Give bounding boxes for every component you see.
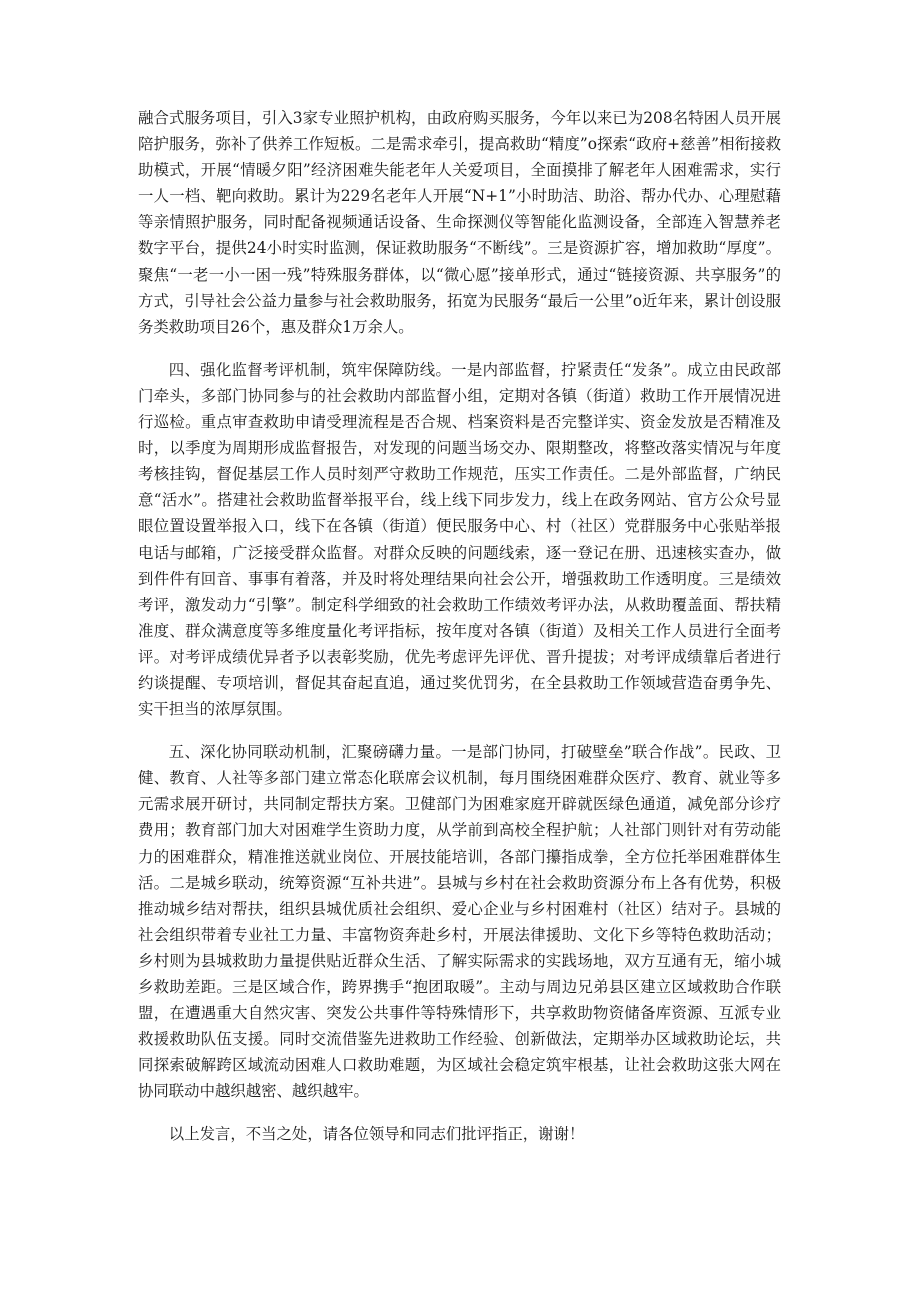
paragraph-closing: 以上发言，不当之处，请各位领导和同志们批评指正，谢谢！ [168, 1125, 585, 1144]
paragraph-coordination: 五、深化协同联动机制，汇聚磅礴力量。一是部门协同，打破壁垒”联合作战”。民政、卫健、教育、人社等多部门建立常态化联席会议机制，每月围绕困难群众医疗、教育、就业等多元需求展开研讨，共同制定帮扶方案。卫健部门为困难家庭开辟就医绿色通道，减免部分诊疗费用；教育部门加大对困难学生资助力度，从学前到高校全程护航；人社部门则针对有劳动能力的困难群众，精准推送就业岗位、开展技能培训，各部门攥指成拳，全方位托举困难群体生活。二是城乡联动，统筹资源“互补共进”。县城与乡村在社会救助资源分布上各有优势，积极推动城乡结对帮扶，组织县城优质社会组织、爱心企业与乡村困难村（社区）结对子。县城的社会组织带着专业社工力量、丰富物资奔赴乡村，开展法律援助、文化下乡等特色救助活动；乡村则为县城救助力量提供贴近群众生活、了解实际需求的实践场地，双方互通有无，缩小城乡救助差距。三是区域合作，跨界携手“抱团取暖”。主动与周边兄弟县区建立区域救助合作联盟，在遭遇重大自然灾害、突发公共事件等特殊情形下，共享救助物资储备库资源、互派专业救援救助队伍支援。同时交流借鉴先进救助工作经验、创新做法，定期举办区域救助论坛，共同探索破解跨区域流动困难人口救助难题，为区域社会稳定筑牢根基，让社会救助这张大网在协同联动中越织越密、越织越牢。 [138, 743, 781, 1101]
document-body [138, 105, 781, 1148]
paragraph-continued-services: 融合式服务项目，引入3家专业照护机构，由政府购买服务，今年以来已为208名特困人员开展陪护服务，弥补了供养工作短板。二是需求牵引，提高救助“精度”o探索“政府+慈善”相衔接救助模式，开展“情暖夕阳”经济困难失能老年人关爱项目，全面摸排了解老年人困难需求，实行一人一档、靶向救助。累计为229名老年人开展“N+1”小时助洁、助浴、帮办代办、心理慰藉等亲情照护服务，同时配备视频通话设备、生命探测仪等智能化监测设备，全部连入智慧养老数字平台，提供24小时实时监测，保证救助服务“不断线”。三是资源扩容，增加救助“厚度”。聚焦“一老一小一困一残”特殊服务群体，以“微心愿”接单形式，通过“链接资源、共享服务”的方式，引导社会公益力量参与社会救助服务，拓宽为民服务“最后一公里”o近年来，累计创设服务类救助项目26个，惠及群众1万余人。 [138, 109, 781, 336]
paragraph-supervision: 四、强化监督考评机制，筑牢保障防线。一是内部监督，拧紧责任“发条”。成立由民政部门牵头，多部门协同参与的社会救助内部监督小组，定期对各镇（街道）救助工作开展情况进行巡检。重点审查救助申请受理流程是否合规、档案资料是否完整详实、资金发放是否精准及时，以季度为周期形成监督报告，对发现的问题当场交办、限期整改，将整改落实情况与年度考核挂钩，督促基层工作人员时刻严守救助工作规范，压实工作责任。二是外部监督，广纳民意“活水”。搭建社会救助监督举报平台，线上线下同步发力，线上在政务网站、官方公众号显眼位置设置举报入口，线下在各镇（街道）便民服务中心、村（社区）党群服务中心张贴举报电话与邮箱，广泛接受群众监督。对群众反映的问题线索，逐一登记在册、迅速核实查办，做到件件有回音、事事有着落，并及时将处理结果向社会公开，增强救助工作透明度。三是绩效考评，激发动力“引擎”。制定科学细致的社会救助工作绩效考评办法，从救助覆盖面、帮扶精准度、群众满意度等多维度量化考评指标，按年度对各镇（街道）及相关工作人员进行全面考评。对考评成绩优异者予以表彰奖励，优先考虑评先评优、晋升提拔；对考评成绩靠后者进行约谈提醒、专项培训，督促其奋起直追，通过奖优罚劣，在全县救助工作领域营造奋勇争先、实干担当的浓厚氛围。 [138, 360, 781, 719]
